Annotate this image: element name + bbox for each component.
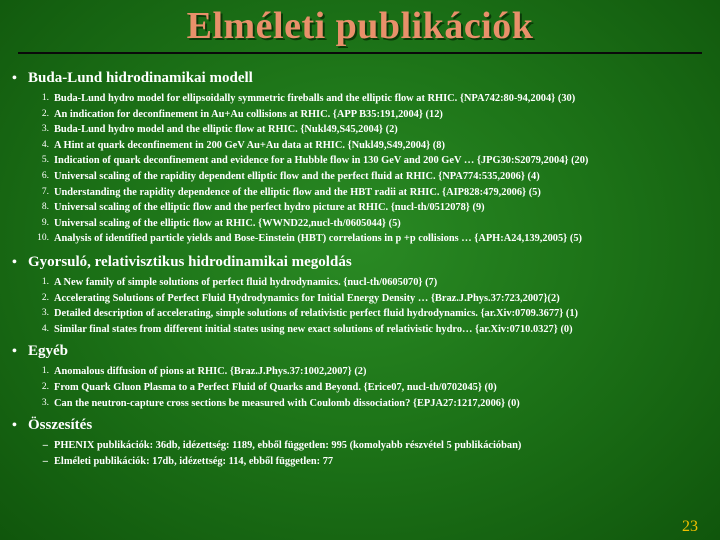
item-number: 1.: [41, 276, 49, 287]
list-item: [12, 231, 712, 247]
slide-title: Elméleti publikációk: [186, 5, 534, 47]
item-text: Can the neutron-capture cross sections be measured with Coulomb dissociation? {EPJA27:1217,2006} (0): [54, 397, 520, 409]
item-number: 8.: [41, 202, 49, 213]
bullet-icon: •: [12, 344, 17, 360]
list-item: [12, 291, 712, 307]
bullet-icon: •: [12, 71, 17, 86]
publication-list: [12, 364, 712, 411]
list-item: [12, 200, 712, 216]
item-text: Similar final states from different initial states using new exact solutions of relativistic hydro… {ar.Xiv:0710.0327} (0): [54, 323, 573, 335]
list-item: [12, 322, 712, 338]
bullet-icon: •: [12, 254, 17, 270]
summary-item: [12, 438, 712, 454]
item-number: 4.: [41, 139, 49, 150]
section-buda-lund: [12, 70, 712, 247]
section-heading-text: Egyéb: [28, 343, 69, 360]
list-item: [12, 122, 712, 138]
item-number: 3.: [41, 308, 49, 319]
item-text: Universal scaling of the rapidity dependent elliptic flow and the perfect fluid at RHIC. {NPA774:535,2006} (4): [54, 170, 540, 182]
item-number: 4.: [41, 323, 49, 334]
section-heading-text: Összesítés: [28, 417, 93, 434]
item-text: Analysis of identified particle yields and Bose-Einstein (HBT) correlations in p +p collisions … {APH:A24,139,2005} (5): [54, 233, 582, 245]
list-item: [12, 275, 712, 291]
list-item: [12, 169, 712, 185]
item-number: 5.: [41, 155, 49, 166]
item-text: Indication of quark deconfinement and evidence for a Hubble flow in 130 GeV and 200 GeV … {JPG30:S2079,2004} (20): [54, 155, 589, 167]
item-text: Universal scaling of the elliptic flow and the perfect hydro picture at RHIC. {nucl-th/0512078} (9): [54, 202, 485, 214]
item-text: A Hint at quark deconfinement in 200 GeV Au+Au data at RHIC. {Nukl49,S49,2004} (8): [54, 139, 445, 151]
item-text: Anomalous diffusion of pions at RHIC. {Braz.J.Phys.37:1002,2007} (2): [54, 366, 367, 378]
bullet-icon: •: [12, 418, 17, 434]
section-heading: [12, 343, 712, 360]
summary-list: [12, 438, 712, 469]
dash-icon: –: [42, 455, 48, 467]
list-item: [12, 396, 712, 412]
item-text: Understanding the rapidity dependence of the elliptic flow and the HBT radii at RHIC. {AIP828:479,2006} (5): [54, 186, 541, 198]
item-text: A New family of simple solutions of perfect fluid hydrodynamics. {nucl-th/0605070} (7): [54, 276, 438, 288]
slide-content: [12, 70, 712, 475]
page-number: 23: [682, 518, 698, 535]
title-divider: [18, 52, 702, 54]
summary-text: PHENIX publikációk: 36db, idézettség: 1189, ebből független: 995 (komolyabb részvétel 5 publikációban): [54, 440, 522, 452]
item-number: 7.: [41, 186, 49, 197]
section-heading: [12, 417, 712, 434]
list-item: [12, 91, 712, 107]
item-text: Detailed description of accelerating, simple solutions of relativistic perfect fluid hydrodynamics. {ar.Xiv:0709.3677} (1): [54, 308, 579, 320]
item-number: 6.: [41, 170, 49, 181]
item-number: 1.: [41, 366, 49, 377]
publication-list: [12, 91, 712, 247]
item-number: 9.: [41, 217, 49, 228]
section-other: [12, 343, 712, 411]
summary-item: [12, 454, 712, 470]
item-number: 10.: [37, 233, 49, 244]
section-accelerating-solution: [12, 254, 712, 337]
section-heading-text: Buda-Lund hidrodinamikai modell: [28, 70, 253, 86]
list-item: [12, 364, 712, 380]
dash-icon: –: [42, 440, 48, 452]
item-text: From Quark Gluon Plasma to a Perfect Fluid of Quarks and Beyond. {Erice07, nucl-th/0702045} (0): [54, 381, 497, 393]
section-heading: [12, 254, 712, 271]
summary-text: Elméleti publikációk: 17db, idézettség: 114, ebből független: 77: [54, 455, 334, 467]
section-summary: [12, 417, 712, 469]
list-item: [12, 107, 712, 123]
list-item: [12, 138, 712, 154]
publication-list: [12, 275, 712, 337]
section-heading: [12, 70, 712, 87]
item-text: Buda-Lund hydro model and the elliptic flow at RHIC. {Nukl49,S45,2004} (2): [54, 124, 398, 136]
item-text: Buda-Lund hydro model for ellipsoidally symmetric fireballs and the elliptic flow at RHIC. {NPA742:80-94,2004} (30): [54, 93, 576, 104]
item-number: 2.: [41, 292, 49, 303]
item-text: An indication for deconfinement in Au+Au collisions at RHIC. {APP B35:191,2004} (12): [54, 108, 443, 120]
item-number: 1.: [41, 93, 49, 103]
list-item: [12, 306, 712, 322]
list-item: [12, 216, 712, 232]
section-heading-text: Gyorsuló, relativisztikus hidrodinamikai megoldás: [28, 253, 352, 270]
item-number: 2.: [41, 108, 49, 119]
item-number: 3.: [41, 124, 49, 135]
item-number: 2.: [41, 381, 49, 392]
list-item: [12, 185, 712, 201]
list-item: [12, 380, 712, 396]
item-number: 3.: [41, 397, 49, 408]
item-text: Accelerating Solutions of Perfect Fluid Hydrodynamics for Initial Energy Density … {Braz.J.Phys.37:723,2007}(2): [54, 292, 560, 304]
list-item: [12, 153, 712, 169]
item-text: Universal scaling of the elliptic flow at RHIC. {WWND22,nucl-th/0605044} (5): [54, 217, 401, 229]
